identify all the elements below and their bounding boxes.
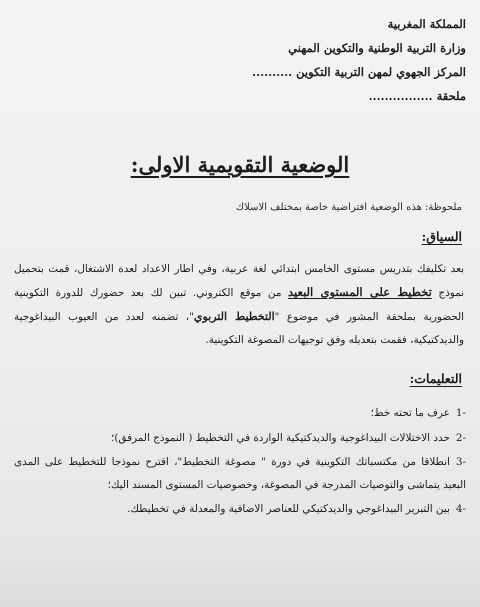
task-item [14, 451, 466, 496]
context-text-part1: بعد تكليفك بتدريس مستوى الخامس ابتدائي لغة عربية، وفي اطار الاعداد لعدة الاشتغال، قمت بتحميل نموذج [14, 263, 465, 299]
context-text-part3: "، تضمنه لعدد من العيوب البيداغوجية والديدكتيكية، فقمت بتعديله وفق توجيهات المصوغة التكوينية. [14, 311, 464, 346]
context-bold-topic: التخطيط التربوي [193, 310, 275, 323]
task-text: عرف ما تحته خط؛ [370, 407, 450, 419]
task-text: بين التبرير البيداغوجي والديدكتيكي للعناصر الاضافية والمعدلة في تخطيطك. [127, 503, 450, 515]
header-annex: ملحقة ................ [368, 89, 466, 103]
task-number: -2 [455, 431, 466, 444]
task-number: -1 [455, 407, 466, 419]
tasks-heading: التعليمات: [409, 371, 462, 386]
tasks-list [14, 402, 466, 523]
page-title: الوضعية التقويمية الاولى: [130, 152, 350, 177]
task-text: حدد الاختلالات البيداغوجية والديدكتيكية الواردة في التخطيط ( النموذج المرفق)؛ [111, 431, 450, 444]
context-heading: السياق: [421, 229, 462, 244]
task-number: -4 [455, 503, 466, 515]
page-shadow [0, 547, 480, 607]
task-item [14, 498, 466, 521]
task-text: انطلاقا من مكتسباتك التكوينية في دورة " مصوغة التخطيط"، اقترح نموذجا للتخطيط على المدى البعيد يتماشى والتوصيات المدرجة في المصوغة، وخصوصيات المستوى المسند اليك؛ [14, 456, 466, 491]
task-item [14, 427, 466, 450]
note-text: ملحوظة: هذه الوضعية افتراضية خاصة بمختلف الاسلاك [235, 202, 462, 213]
header-regional-center: المركز الجهوي لمهن التربية التكوين .......... [252, 65, 466, 79]
context-paragraph [14, 258, 464, 352]
context-text-part2: من موقع الكتروني. تبين لك بعد حضورك للدورة التكوينية الحضورية بملحقة المشور في موضوع " [14, 287, 465, 323]
header-ministry: وزارة التربية الوطنية والتكوين المهني [288, 41, 466, 55]
header-kingdom: المملكة المغربية [387, 17, 466, 31]
context-bold-term: تخطيط على المستوى البعيد [288, 285, 432, 299]
task-item [14, 402, 466, 425]
document-header [166, 12, 466, 108]
task-number: -3 [455, 456, 466, 468]
